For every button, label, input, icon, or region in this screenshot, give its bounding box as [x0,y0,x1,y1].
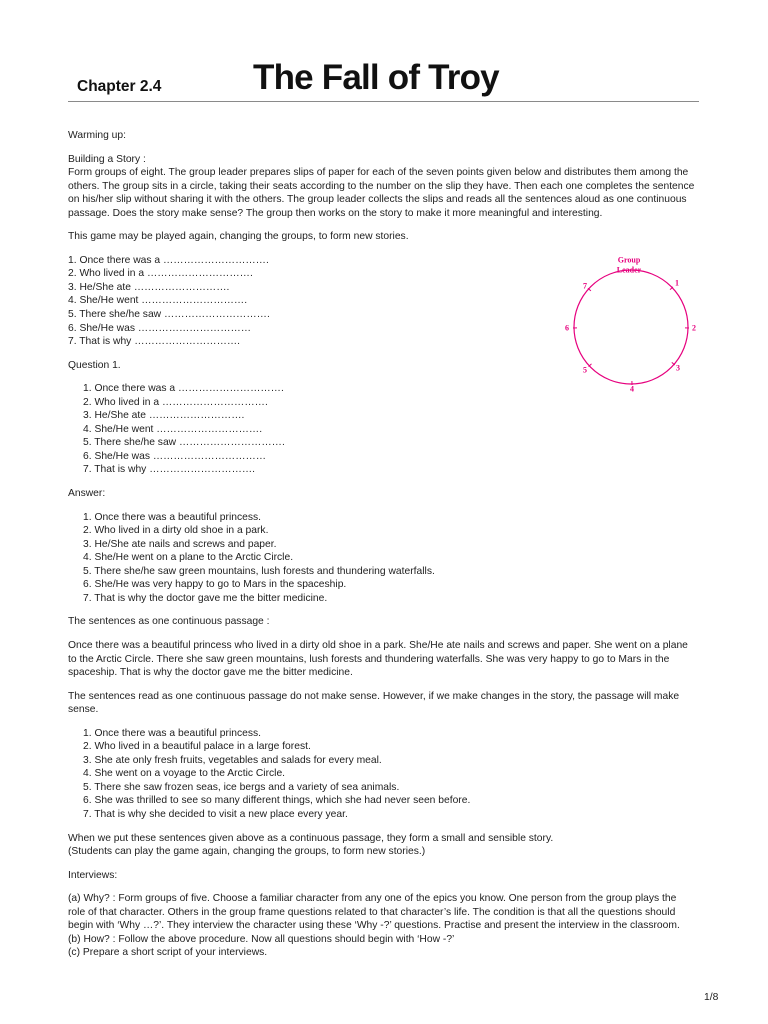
question-1-heading: Question 1. [68,359,121,371]
answer-heading: Answer: [68,488,106,500]
list-item: 6. She was thrilled to see so many different things, which she had never seen before. [83,795,471,807]
seat-number-2: 2 [692,323,696,333]
warming-up-heading: Warming up: [68,130,126,141]
list-item: 5. There she saw frozen seas, ice bergs and a variety of sea animals. [83,781,400,793]
paragraph-line: (c) Prepare a short script of your interviews. [68,947,268,959]
list-item: 2. Who lived in a …………………………. [83,396,268,408]
seating-circle [574,270,688,384]
chapter-label: Chapter 2.4 [77,78,162,95]
paragraph-line: Form groups of eight. The group leader prepares slips of paper for each of the seven points given below and distributes them among the [68,167,689,179]
replay-note: This game may be played again, changing the groups, to form new stories. [68,231,409,243]
paragraph-line: spaceship. That is why the doctor gave me the bitter medicine. [68,667,353,679]
list-item: 3. She ate only fresh fruits, vegetables and salads for every meal. [83,754,382,766]
paragraph-line: passage. Does the story make sense? The group then works on the story to make it more meaningful and interesting. [68,207,603,219]
list-item: 5. There she/he saw green mountains, lush forests and thundering waterfalls. [83,565,435,577]
list-item: 2. Who lived in a …………………………. [68,268,253,280]
title-rule [68,101,699,102]
answer-list [68,511,708,606]
list-item: 3. He/She ate ………………………. [83,410,245,422]
list-item: 4. She/He went …………………………. [68,295,248,307]
list-item: 4. She/He went on a plane to the Arctic Circle. [83,552,294,564]
continuous-passage-section [68,615,708,629]
interviews-heading: Interviews: [68,869,118,881]
group-leader-label: Leader [616,265,642,275]
paragraph-line: (a) Why? : Form groups of five. Choose a familiar character from any one of the epics you know. One person from the group plays the [68,893,677,905]
paragraph-line: When we put these sentences given above as a continuous passage, they form a small and sensible story. [68,832,554,844]
list-item: 6. She/He was …………………………… [83,450,267,462]
list-item: 2. Who lived in a beautiful palace in a large forest. [83,741,311,753]
seat-number-5: 5 [583,365,587,375]
list-item: 7. That is why …………………………. [83,464,256,476]
list-item: 2. Who lived in a dirty old shoe in a park. [83,525,269,537]
interviews-paragraph [68,892,708,960]
list-item: 7. That is why she decided to visit a new place every year. [83,808,348,820]
list-item: 1. Once there was a …………………………. [83,383,284,395]
paragraph-line: (b) How? : Follow the above procedure. Now all questions should begin with ‘How -?’ [68,933,455,945]
diagram-labels [565,256,696,394]
revision-note-paragraph [68,690,708,717]
list-item: 1. Once there was a beautiful princess. [83,727,262,739]
paragraph-line: (Students can play the game again, changing the groups, to form new stories.) [68,846,426,858]
list-item: 3. He/She ate nails and screws and paper. [83,538,277,550]
paragraph-line: begin with ‘Why …?’. They interview the character using these ‘Why -?’ questions. Practise and present the interview in the classroom. [68,920,680,932]
list-item: 4. She went on a voyage to the Arctic Circle. [83,768,286,780]
list-item: 5. There she/he saw …………………………. [83,437,285,449]
list-item: 5. There she/he saw …………………………. [68,309,270,321]
building-story-heading: Building a Story : [68,153,146,165]
revised-story-list [68,727,708,822]
list-item: 3. He/She ate ………………………. [68,281,230,293]
group-leader-label: Group [617,255,641,265]
seat-number-6: 6 [565,323,569,333]
seat-number-4: 4 [630,384,634,394]
warming-up-section [68,129,708,143]
conclusion-paragraph [68,832,708,859]
paragraph-line: The sentences read as one continuous passage do not make sense. However, if we make changes in the story, the passage will make [68,690,680,702]
seat-number-3: 3 [676,363,680,373]
paragraph-line: role of that character. Others in the group frame questions related to that character’s life. The condition is that all the questions should [68,906,676,918]
page-number: 1/8 [704,992,719,1003]
paragraph-line: Once there was a beautiful princess who lived in a dirty old shoe in a park. She/He ate nails and screws and paper. She went on a plane [68,639,688,651]
list-item: 1. Once there was a beautiful princess. [83,511,262,523]
paragraph-line: others. The group sits in a circle, taking their seats according to the number on the slip they have. Then each one completes the sentence [68,180,695,192]
answer-section [68,487,708,501]
interviews-section [68,869,708,883]
seat-number-7: 7 [583,281,587,291]
building-story-paragraph [68,153,708,221]
paragraph-line: to the Arctic Circle. There she saw green mountains, lush forests and thundering waterfalls. She was very happy to go to Mars in the [68,653,670,665]
seat-ticks [573,287,689,385]
list-item: 1. Once there was a …………………………. [68,254,269,266]
list-item: 6. She/He was very happy to go to Mars in the spaceship. [83,579,347,591]
list-item: 7. That is why …………………………. [68,336,241,348]
replay-note-paragraph [68,230,708,244]
seat-number-1: 1 [675,278,679,288]
paragraph-line: on his/her slip without sharing it with the others. The group leader collects the slips and reads all the sentences aloud as one continuous [68,194,687,206]
paragraph-line: sense. [68,704,99,716]
list-item: 6. She/He was …………………………… [68,322,252,334]
list-item: 4. She/He went …………………………. [83,423,263,435]
list-item: 7. That is why the doctor gave me the bitter medicine. [83,592,328,604]
seating-diagram [550,250,710,400]
continuous-passage-heading: The sentences as one continuous passage : [68,616,270,628]
page-title: The Fall of Troy [253,58,499,97]
continuous-passage-paragraph [68,639,708,680]
